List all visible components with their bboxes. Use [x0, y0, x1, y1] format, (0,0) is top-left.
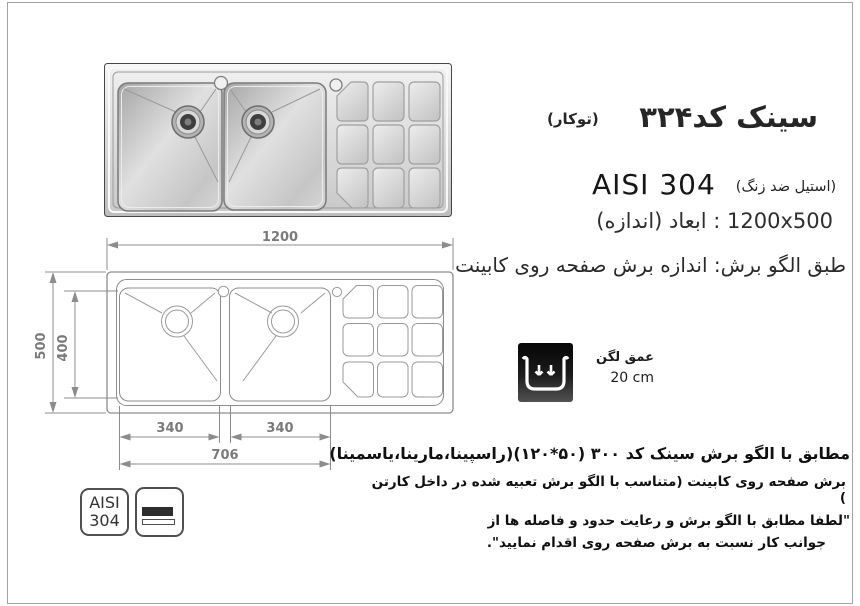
page-title: سینک کد۳۲۴ [639, 100, 818, 134]
drain-left [172, 106, 204, 138]
cut-pattern-line: طبق الگو برش: اندازه برش صفحه روی کابینت [455, 253, 846, 277]
photo-bowls [118, 83, 326, 211]
sheet-panel-icon [135, 487, 184, 537]
sheet-panel-thick-bar [142, 507, 173, 516]
footnote-line4: جوانب کار نسبت به برش صفحه روی اقدام نمایید". [486, 535, 826, 551]
footnote-line2: برش صفحه روی کابینت (متناسب با الگو برش تعبیه شده در داخل کارتن ) [371, 474, 846, 506]
drawing-outline [107, 272, 453, 413]
dim-bowl-right: 340 [266, 421, 294, 436]
bowl-depth-text [584, 350, 654, 386]
dimension-labels [34, 230, 298, 463]
dim-overall-width: 1200 [261, 230, 299, 245]
material-note: (استیل ضد زنگ) [735, 178, 837, 195]
dimension-lines [45, 238, 453, 470]
sink-technical-drawing [30, 225, 490, 480]
material-row [592, 168, 836, 201]
dim-bowls-total: 706 [211, 448, 239, 463]
drain-right [242, 106, 274, 138]
drawing-bowl-details [125, 286, 342, 381]
sink-depth-glyph [518, 343, 573, 402]
bowl-depth-label: عمق لگن [596, 350, 654, 365]
mount-type-label: (توکار) [547, 110, 599, 128]
steel-grade-badge [80, 488, 129, 536]
bowl-depth-value: 20 cm [610, 370, 654, 386]
dim-overall-depth: 500 [34, 332, 49, 360]
footnotes [329, 444, 850, 551]
footnote-line3: "لطفا مطابق با الگو برش و رعایت حدود و فاصله ها از [487, 513, 850, 529]
steel-grade-line2: 304 [89, 511, 120, 530]
steel-grade-line1: AISI [89, 493, 120, 513]
footnote-line1: مطابق با الگو برش سینک کد ۳۰۰ (۵۰*۱۲۰)(راسپینا،مارینا،یاسمینا) [329, 444, 850, 463]
size-line: 1200x500 : ابعاد (اندازه) [596, 209, 833, 233]
sheet-panel-thin-bar [142, 519, 175, 525]
bowl-depth-icon [518, 343, 573, 402]
material-grade: AISI 304 [592, 168, 716, 201]
photo-drainboard [337, 82, 440, 208]
dim-bowl-left: 340 [156, 421, 184, 436]
drawing-drainboard-grid [343, 286, 443, 398]
dimension-arrows [50, 242, 454, 468]
dim-bowl-depth: 400 [56, 334, 71, 362]
sink-photo [104, 63, 452, 217]
